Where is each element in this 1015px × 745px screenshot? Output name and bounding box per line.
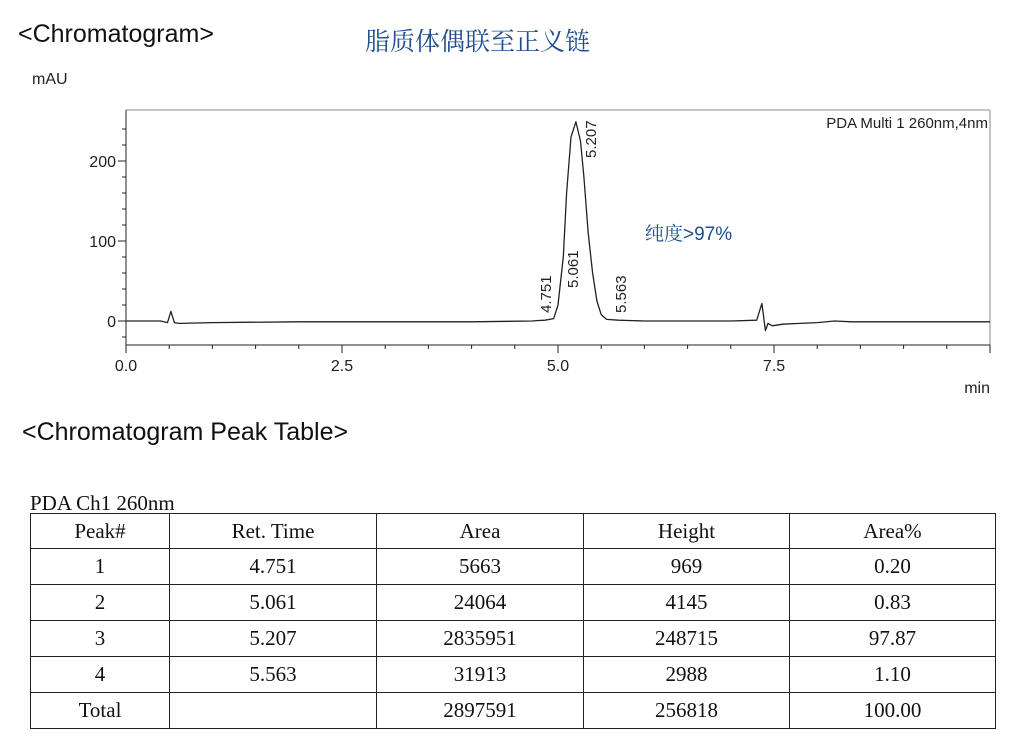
cell-peak: 2 [31, 585, 170, 621]
table-row-total [31, 693, 996, 729]
peak-table-caption: PDA Ch1 260nm [30, 491, 175, 515]
column-header-area: Area [377, 514, 584, 549]
cell-height: 256818 [584, 693, 790, 729]
chromatogram-trace [126, 122, 990, 331]
legend-channel: PDA Multi 1 260nm,4nm [826, 115, 988, 132]
column-header-height: Height [584, 514, 790, 549]
y-axis-label: mAU [32, 71, 68, 88]
column-header-area-pct: Area% [790, 514, 996, 549]
label-layer [538, 115, 988, 313]
peak-table [30, 513, 996, 729]
cell-height: 248715 [584, 621, 790, 657]
cell-ret-time [170, 693, 377, 729]
cell-ret-time: 4.751 [170, 549, 377, 585]
cell-area-pct: 97.87 [790, 621, 996, 657]
x-axis-label: min [964, 380, 990, 397]
cell-area-pct: 100.00 [790, 693, 996, 729]
cell-area: 2897591 [377, 693, 584, 729]
cell-ret-time: 5.563 [170, 657, 377, 693]
cell-height: 969 [584, 549, 790, 585]
cell-peak: 3 [31, 621, 170, 657]
cell-area-pct: 0.83 [790, 585, 996, 621]
table-row [31, 549, 996, 585]
cell-peak: Total [31, 693, 170, 729]
cell-ret-time: 5.207 [170, 621, 377, 657]
column-header-ret-time: Ret. Time [170, 514, 377, 549]
cell-height: 2988 [584, 657, 790, 693]
cell-peak: 1 [31, 549, 170, 585]
trace-layer [126, 122, 990, 331]
cell-ret-time: 5.061 [170, 585, 377, 621]
chromatogram-title: <Chromatogram> [18, 20, 214, 48]
y-tick-label: 200 [89, 154, 116, 171]
cell-area: 24064 [377, 585, 584, 621]
peak-label: 4.751 [538, 275, 555, 313]
cell-peak: 4 [31, 657, 170, 693]
cell-area: 2835951 [377, 621, 584, 657]
column-header-peak: Peak# [31, 514, 170, 549]
cell-area-pct: 0.20 [790, 549, 996, 585]
y-tick-label: 0 [107, 314, 116, 331]
cell-area: 5663 [377, 549, 584, 585]
x-tick-label: 2.5 [330, 358, 354, 375]
peak-table-heading: <Chromatogram Peak Table> [22, 418, 349, 446]
cell-height: 4145 [584, 585, 790, 621]
purity-annotation: 纯度>97% [645, 224, 733, 245]
x-tick-label: 0.0 [114, 358, 138, 375]
peak-label: 5.207 [583, 120, 600, 158]
peak-label: 5.061 [565, 250, 582, 288]
table-row [31, 657, 996, 693]
x-tick-label: 5.0 [546, 358, 570, 375]
cell-area-pct: 1.10 [790, 657, 996, 693]
peak-table-header-row [31, 514, 996, 549]
cell-area: 31913 [377, 657, 584, 693]
table-row [31, 621, 996, 657]
sample-subtitle: 脂质体偶联至正义链 [365, 28, 591, 56]
y-tick-label: 100 [89, 234, 116, 251]
x-tick-label: 7.5 [762, 358, 786, 375]
table-row [31, 585, 996, 621]
peak-label: 5.563 [613, 275, 630, 313]
